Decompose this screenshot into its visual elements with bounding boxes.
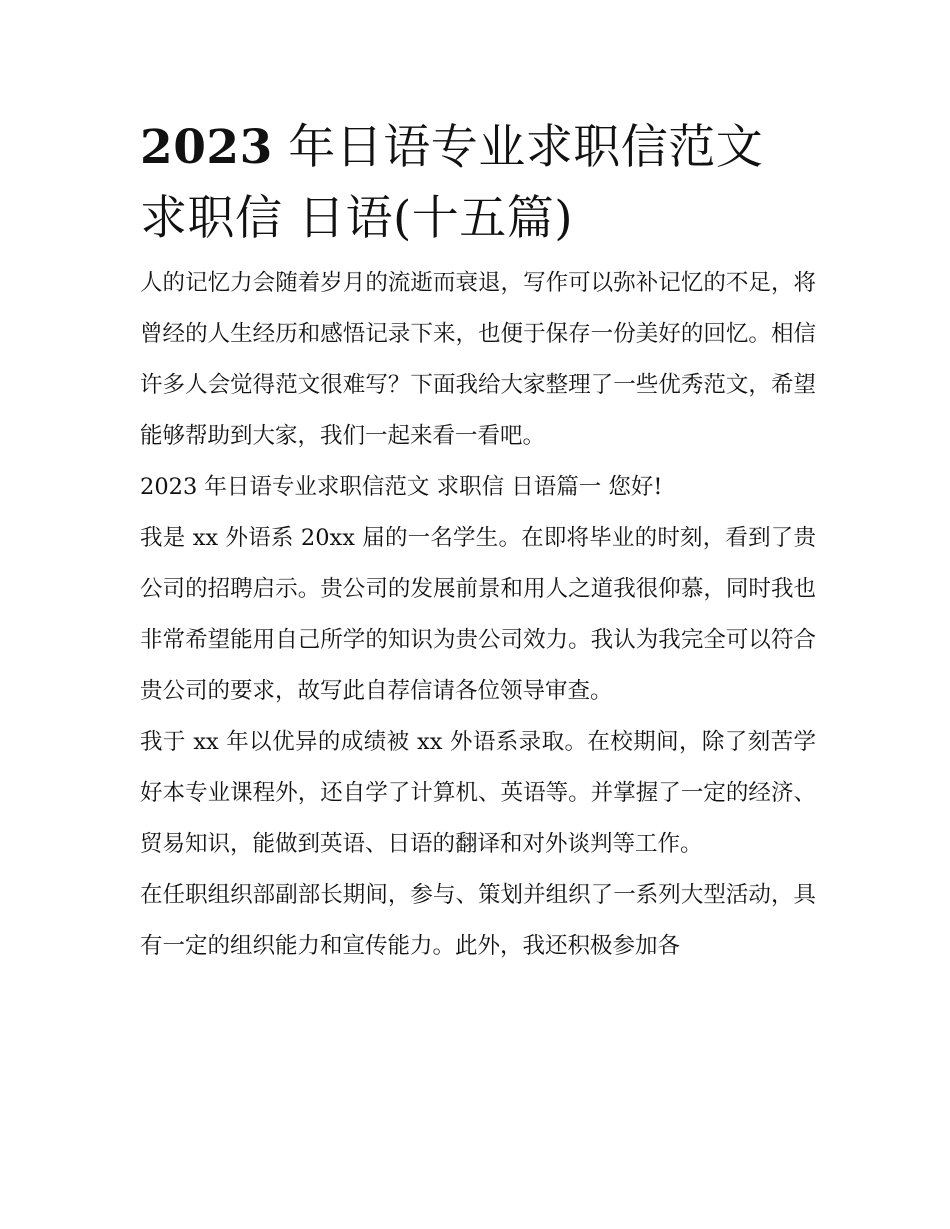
title-line-2: 求职信 日语(十五篇) [140, 191, 574, 246]
document-content [140, 112, 816, 972]
paragraph-heading-letter-1: 2023 年日语专业求职信范文 求职信 日语篇一 您好! [140, 474, 663, 500]
paragraph-experience: 在任职组织部副部长期间，参与、策划并组织了一系列大型活动，具有一定的组织能力和宣传能力。此外，我还积极参加各 [140, 882, 816, 959]
title-year: 2023 [140, 120, 273, 175]
paragraph-introduction-self: 我是 xx 外语系 20xx 届的一名学生。在即将毕业的时刻，看到了贵公司的招聘启示。贵公司的发展前景和用人之道我很仰慕，同时我也非常希望能用自己所学的知识为贵公司效力。我认为我完全可以符合贵公司的要求，故写此自荐信请各位领导审查。 [140, 525, 816, 704]
paragraph-education: 我于 xx 年以优异的成绩被 xx 外语系录取。在校期间，除了刻苦学好本专业课程外，还自学了计算机、英语等。并掌握了一定的经济、贸易知识，能做到英语、日语的翻译和对外谈判等工作。 [140, 729, 816, 857]
title-line-1 [140, 112, 816, 183]
document-body [140, 258, 816, 972]
document-title [140, 112, 816, 254]
title-line-1-text: 年日语专业求职信范文 [272, 120, 764, 175]
paragraph-intro: 人的记忆力会随着岁月的流逝而衰退，写作可以弥补记忆的不足，将曾经的人生经历和感悟记录下来，也便于保存一份美好的回忆。相信许多人会觉得范文很难写？下面我给大家整理了一些优秀范文，希望能够帮助到大家，我们一起来看一看吧。 [140, 270, 816, 449]
